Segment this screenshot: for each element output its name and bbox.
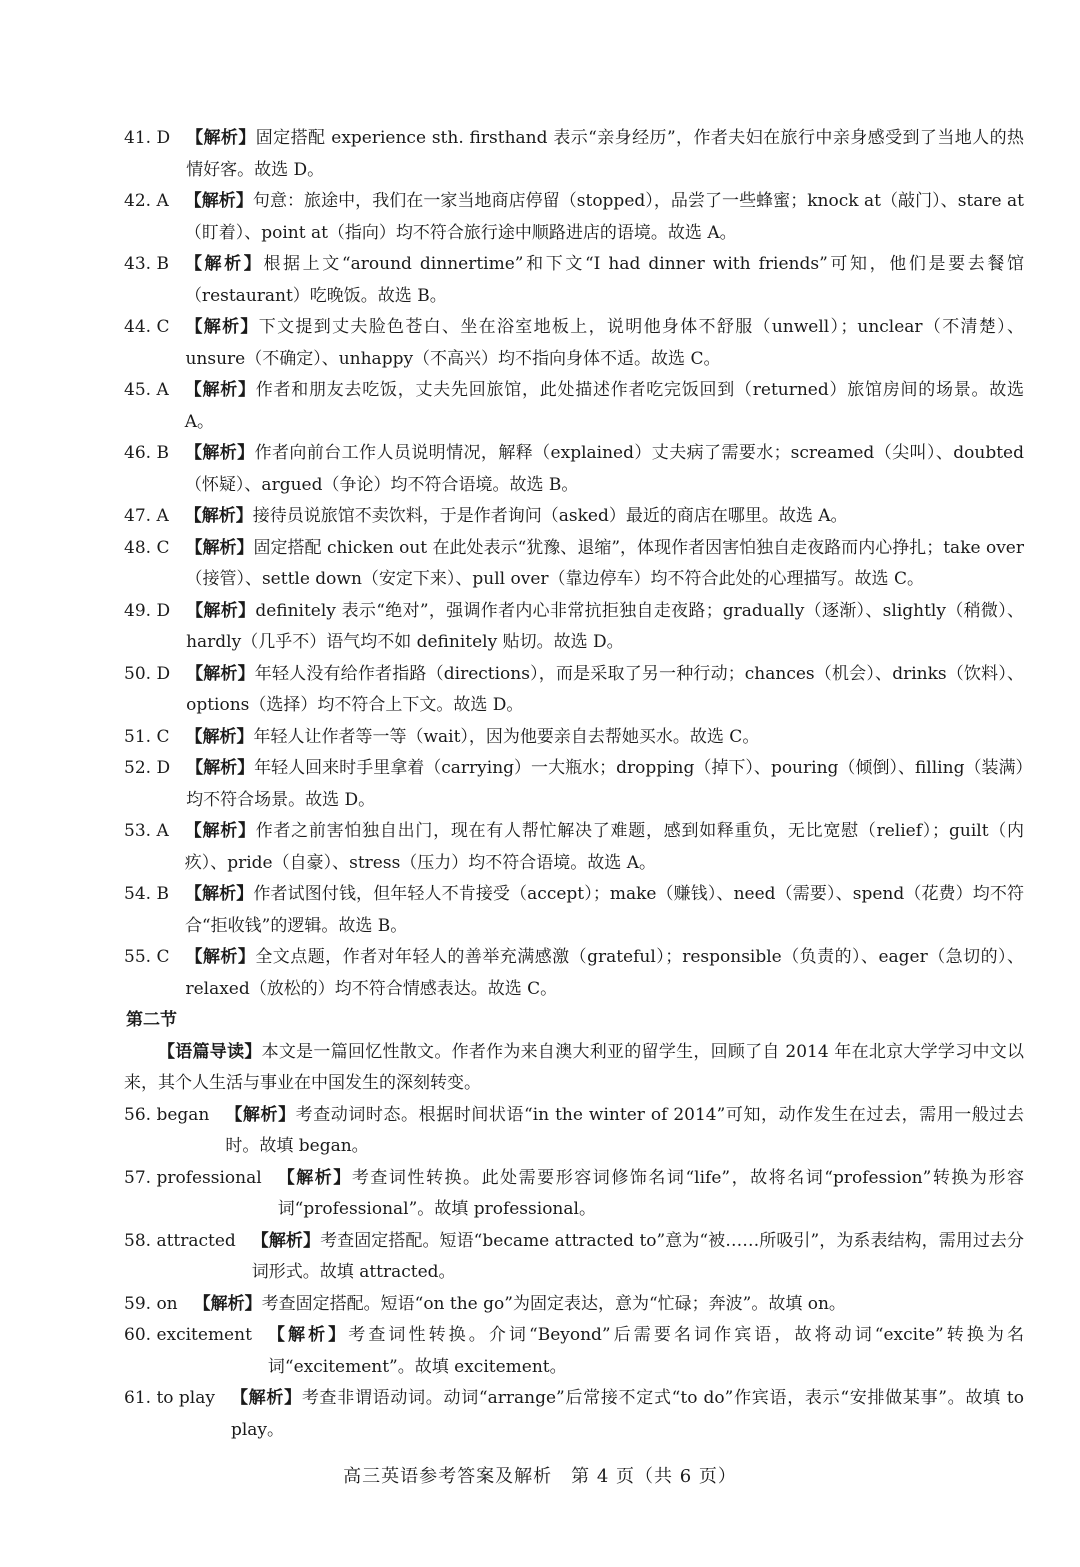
answer-number: 42. A [124, 191, 169, 211]
answer-explanation [225, 1100, 1024, 1163]
answer-item [124, 1163, 1024, 1226]
analysis-text: 根据上文“around dinnertime”和下文“I had dinner with friends”可知，他们是要去餐馆（restaurant）吃晚饭。故选 B。 [184, 254, 1024, 306]
answer-item [124, 1289, 1024, 1321]
analysis-text: 考查动词时态。根据时间状语“in the winter of 2014”可知，动作发生在过去，需用一般过去时。故填 began。 [225, 1104, 1024, 1156]
analysis-tag: 【解析】 [267, 1325, 349, 1345]
answer-explanation [185, 312, 1024, 375]
answer-item [124, 942, 1024, 1005]
analysis-text: 句意：旅途中，我们在一家当地商店停留（stopped），品尝了一些蜂蜜；knock at（敲门）、stare at（盯着）、point at（指向）均不符合旅行途中顺路进店的语境。故选 A。 [184, 191, 1024, 243]
analysis-text: 年轻人回来时手里拿着（carrying）一大瓶水；dropping（掉下）、pouring（倾倒）、filling（装满）均不符合场景。故选 D。 [186, 758, 1024, 810]
analysis-tag: 【解析】 [186, 758, 255, 778]
answer-explanation [185, 879, 1024, 942]
analysis-text: 下文提到丈夫脸色苍白、坐在浴室地板上，说明他身体不舒服（unwell）；unclear（不清楚）、unsure（不确定）、unhappy（不高兴）均不指向身体不适。故选 C。 [185, 317, 1025, 369]
analysis-text: 考查固定搭配。短语“on the go”为固定表达，意为“忙碌；奔波”。故填 on。 [261, 1293, 846, 1314]
answer-item [124, 816, 1024, 879]
analysis-tag: 【解析】 [185, 726, 254, 747]
analysis-text: 考查固定搭配。短语“became attracted to”意为“被……所吸引”，为系表结构，需用过去分词形式。故填 attracted。 [251, 1230, 1025, 1282]
answer-item [124, 438, 1024, 501]
analysis-tag: 【解析】 [186, 128, 256, 148]
answer-item [124, 879, 1024, 942]
analysis-tag: 【解析】 [225, 1104, 296, 1125]
answer-item [124, 1100, 1024, 1163]
answer-item [124, 1320, 1024, 1383]
answer-number: 50. D [124, 663, 171, 684]
analysis-text: 全文点题，作者对年轻人的善举充满感激（grateful）；responsible（负责的）、eager（急切的）、relaxed（放松的）均不符合情感表达。故选 C。 [185, 947, 1025, 999]
answer-explanation [186, 753, 1024, 816]
answer-item [124, 596, 1024, 659]
answer-explanation [185, 249, 1024, 312]
analysis-text: 年轻人让作者等一等（wait），因为他要亲自去帮她买水。故选 C。 [253, 726, 760, 747]
analysis-text: 考查词性转换。此处需要形容词修饰名词“life”，故将名词“profession”转换为形容词“professional”。故填 professional。 [277, 1167, 1024, 1219]
analysis-tag: 【解析】 [186, 600, 256, 621]
answer-item [124, 533, 1024, 596]
analysis-text: 作者之前害怕独自出门，现在有人帮忙解决了难题，感到如释重负，无比宽慰（relief）；guilt（内疚）、pride（自豪）、stress（压力）均不符合语境。故选 A。 [184, 821, 1025, 873]
answer-explanation [185, 186, 1024, 249]
answer-explanation [268, 1320, 1024, 1383]
answer-page [124, 123, 1024, 1446]
answer-number: 53. A [124, 821, 169, 841]
analysis-tag: 【解析】 [251, 1230, 321, 1251]
answer-item [124, 722, 1024, 754]
answer-number: 58. attracted [124, 1230, 236, 1251]
analysis-tag: 【解析】 [185, 947, 256, 967]
analysis-text: 作者试图付钱，但年轻人不肯接受（accept）；make（赚钱）、need（需要）、spend（花费）均不符合“拒收钱”的逻辑。故选 B。 [184, 884, 1024, 936]
analysis-tag: 【解析】 [184, 191, 253, 211]
analysis-tag: 【解析】 [184, 884, 254, 904]
analysis-text: 固定搭配 chicken out 在此处表示“犹豫、退缩”，体现作者因害怕独自走夜路而内心挣扎；take over（接管）、settle down（安定下来）、pull over（靠边停车）均不符合此处的心理描写。故选 C。 [185, 537, 1024, 589]
analysis-tag: 【解析】 [184, 380, 256, 400]
answer-number: 59. on [124, 1293, 178, 1314]
passage-intro [124, 1037, 1024, 1100]
answer-explanation [185, 501, 1024, 533]
answer-explanation [185, 533, 1024, 596]
answer-explanation [186, 123, 1024, 186]
answer-number: 60. excitement [124, 1325, 252, 1345]
analysis-text: 作者和朋友去吃饭，丈夫先回旅馆，此处描述作者吃完饭回到（returned）旅馆房间的场景。故选 A。 [184, 380, 1025, 432]
answer-explanation [186, 596, 1024, 659]
answer-item [124, 312, 1024, 375]
page-footer: 高三英语参考答案及解析 第 4 页（共 6 页） [343, 1466, 737, 1487]
section-title: 第二节 [126, 1010, 177, 1030]
answer-item [124, 249, 1024, 312]
answer-explanation [252, 1226, 1024, 1289]
answer-number: 44. C [124, 317, 170, 337]
analysis-tag: 【解析】 [277, 1167, 352, 1188]
analysis-text: 年轻人没有给作者指路（directions），而是采取了另一种行动；chances（机会）、drinks（饮料）、options（选择）均不符合上下文。故选 D。 [186, 663, 1025, 715]
answer-number: 55. C [124, 947, 170, 967]
analysis-tag: 【解析】 [184, 443, 255, 463]
analysis-tag: 【解析】 [185, 317, 259, 337]
answer-number: 54. B [124, 884, 169, 904]
answer-item [124, 753, 1024, 816]
analysis-tag: 【解析】 [185, 537, 254, 558]
answer-number: 43. B [124, 254, 169, 274]
analysis-tag: 【解析】 [186, 663, 255, 684]
answer-item [124, 659, 1024, 722]
analysis-tag: 【解析】 [184, 254, 264, 274]
answer-item [124, 1383, 1024, 1446]
answer-number: 41. D [124, 128, 171, 148]
intro-tag: 【语篇导读】 [158, 1041, 262, 1062]
answer-explanation [185, 375, 1024, 438]
answer-number: 48. C [124, 537, 170, 558]
answer-explanation [278, 1163, 1024, 1226]
answer-number: 45. A [124, 380, 169, 400]
answer-explanation [186, 659, 1024, 722]
part-one-answers [124, 123, 1024, 1005]
answer-number: 51. C [124, 726, 170, 747]
answer-explanation [185, 438, 1024, 501]
analysis-tag: 【解析】 [193, 1293, 262, 1314]
answer-item [124, 501, 1024, 533]
analysis-text: 考查非谓语动词。动词“arrange”后常接不定式“to do”作宾语，表示“安排做某事”。故填 to play。 [230, 1388, 1024, 1440]
answer-item [124, 186, 1024, 249]
answer-number: 47. A [124, 506, 169, 526]
analysis-text: 考查词性转换。介词“Beyond”后需要名词作宾语，故将动词“excite”转换为名词“excitement”。故填 excitement。 [267, 1325, 1025, 1377]
analysis-tag: 【解析】 [230, 1388, 302, 1408]
answer-explanation [231, 1383, 1024, 1446]
answer-explanation [185, 722, 1024, 754]
answer-number: 56. began [124, 1104, 210, 1125]
answer-item [124, 123, 1024, 186]
answer-number: 46. B [124, 443, 169, 463]
answer-explanation [185, 816, 1024, 879]
answer-item [124, 375, 1024, 438]
answer-number: 61. to play [124, 1388, 215, 1408]
analysis-text: 固定搭配 experience sth. firsthand 表示“亲身经历”，作者夫妇在旅行中亲身感受到了当地人的热情好客。故选 D。 [186, 128, 1025, 180]
answer-number: 57. professional [124, 1167, 262, 1188]
intro-text: 本文是一篇回忆性散文。作者作为来自澳大利亚的留学生，回顾了自 2014 年在北京大学学习中文以来，其个人生活与事业在中国发生的深刻转变。 [124, 1041, 1025, 1093]
answer-item [124, 1226, 1024, 1289]
section-two-answers [124, 1100, 1024, 1447]
analysis-text: 作者向前台工作人员说明情况，解释（explained）丈夫病了需要水；screamed（尖叫）、doubted（怀疑）、argued（争论）均不符合语境。故选 B。 [184, 443, 1024, 495]
analysis-text: 接待员说旅馆不卖饮料，于是作者询问（asked）最近的商店在哪里。故选 A。 [252, 506, 848, 526]
answer-explanation [185, 942, 1024, 1005]
answer-number: 52. D [124, 758, 171, 778]
answer-number: 49. D [124, 600, 171, 621]
answer-explanation [194, 1289, 1024, 1321]
analysis-text: definitely 表示“绝对”，强调作者内心非常抗拒独自走夜路；gradually（逐渐）、slightly（稍微）、hardly（几乎不）语气均不如 definitely 贴切。故选 D。 [186, 600, 1025, 652]
analysis-tag: 【解析】 [184, 506, 253, 526]
analysis-tag: 【解析】 [184, 821, 256, 841]
